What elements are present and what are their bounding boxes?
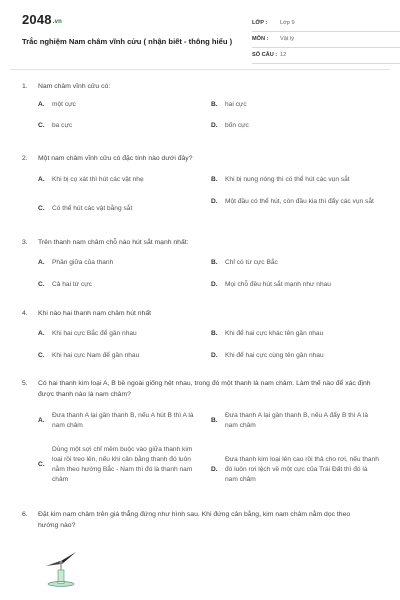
meta-label: SỐ CÂU : xyxy=(252,52,278,58)
question-stem: Khi nào hai thanh nam châm hút nhất xyxy=(38,310,151,317)
question-text xyxy=(22,509,382,531)
option-b[interactable] xyxy=(211,329,381,339)
option-text: Có thể hút các vật bằng sắt xyxy=(52,205,133,212)
site-logo[interactable] xyxy=(22,12,62,27)
option-letter: B. xyxy=(211,417,218,424)
option-letter: B. xyxy=(211,330,218,337)
question-number: 6. xyxy=(22,511,28,518)
option-c[interactable] xyxy=(38,204,208,214)
option-text: Khi bị cọ xát thì hút các vật nhẹ xyxy=(52,176,144,183)
option-text: bốn cực xyxy=(225,122,249,129)
question-number: 1. xyxy=(22,83,28,90)
option-text: Cả hai từ cực xyxy=(52,281,92,288)
meta-label: LỚP : xyxy=(252,20,268,26)
question-stem: Một nam châm vĩnh cửu có đặc tính nào dưới đây? xyxy=(38,155,193,162)
question-stem: Nam châm vĩnh cửu có: xyxy=(38,83,111,90)
option-a[interactable] xyxy=(38,175,208,185)
option-a[interactable] xyxy=(38,411,208,431)
option-a[interactable] xyxy=(38,100,208,110)
question-text xyxy=(22,153,382,164)
logo-suffix: .vn xyxy=(52,19,63,25)
option-text: Đưa thanh A lại gần thanh B, nếu A hút B thì A là nam châm xyxy=(52,412,194,429)
option-text: Khi bị nung nóng thì có thể hút các vụn sắt xyxy=(225,176,350,183)
question-1 xyxy=(22,81,382,134)
option-text: Khi hai cực Nam để gần nhau xyxy=(52,352,140,359)
option-text: Khi để hai cực cùng tên gần nhau xyxy=(225,352,324,359)
meta-row-subject xyxy=(252,32,400,48)
option-letter: D. xyxy=(211,198,218,205)
compass-needle-on-stand-icon xyxy=(38,544,94,590)
option-a[interactable] xyxy=(38,329,208,339)
option-letter: D. xyxy=(211,281,218,288)
option-letter: A. xyxy=(38,330,45,337)
option-text: một cực xyxy=(52,101,76,108)
option-text: ba cực xyxy=(52,122,73,129)
question-text xyxy=(22,237,382,248)
page-title: Trắc nghiệm Nam châm vĩnh cửu ( nhận biết - thông hiểu ) xyxy=(22,37,233,46)
option-letter: A. xyxy=(38,417,45,424)
option-letter: B. xyxy=(211,259,218,266)
option-letter: B. xyxy=(211,176,218,183)
option-text: Đưa thanh A lại gần thanh B, nếu A đẩy B thì A là nam châm xyxy=(225,412,368,429)
option-d[interactable] xyxy=(211,197,381,207)
question-stem: Có hai thanh kim loại A, B bề ngoài giống hệt nhau, trong đó một thanh là nam châm. Làm thế nào để xác định được thanh nào là nam châm? xyxy=(38,380,371,398)
option-a[interactable] xyxy=(38,258,208,268)
option-text: Mọi chỗ đều hút sắt mạnh như nhau xyxy=(225,281,331,288)
option-c[interactable] xyxy=(38,351,208,361)
option-d[interactable] xyxy=(211,121,381,131)
option-text: Khi hai cực Bắc để gần nhau xyxy=(52,330,137,337)
meta-table xyxy=(252,16,400,64)
option-d[interactable] xyxy=(211,280,381,290)
question-number: 3. xyxy=(22,239,28,246)
question-2 xyxy=(22,153,382,220)
meta-value: Vật lý xyxy=(280,36,294,42)
question-4 xyxy=(22,308,382,365)
option-c[interactable] xyxy=(38,280,208,290)
option-b[interactable] xyxy=(211,258,381,268)
option-letter: C. xyxy=(38,122,45,129)
option-b[interactable] xyxy=(211,175,381,185)
question-text xyxy=(22,81,382,92)
option-letter: A. xyxy=(38,101,45,108)
question-number: 5. xyxy=(22,380,28,387)
option-text: Chỉ có từ cực Bắc xyxy=(225,259,278,266)
question-text xyxy=(22,378,382,400)
option-c[interactable] xyxy=(38,121,208,131)
meta-value: 12 xyxy=(280,52,287,58)
header-divider xyxy=(10,69,390,70)
option-text: hai cực xyxy=(225,101,247,108)
option-text: Dùng một sợi chỉ mềm buộc vào giữa thanh kim loại rồi treo lên, nếu khi cân bằng thanh đó luôn nằm theo hướng Bắc - Nam thì đó là thanh nam châm xyxy=(52,446,193,483)
option-letter: A. xyxy=(38,259,45,266)
option-d[interactable] xyxy=(211,351,381,361)
question-number: 4. xyxy=(22,310,28,317)
question-text xyxy=(22,308,382,319)
meta-row-class xyxy=(252,16,400,32)
meta-value: Lớp 9 xyxy=(280,20,295,26)
option-letter: D. xyxy=(211,466,218,473)
option-letter: C. xyxy=(38,281,45,288)
question-5 xyxy=(22,378,382,496)
meta-row-count xyxy=(252,48,400,64)
question-6 xyxy=(22,509,382,531)
option-d[interactable] xyxy=(211,455,381,485)
option-letter: C. xyxy=(38,461,45,468)
option-letter: D. xyxy=(211,352,218,359)
question-stem: Đặt kim nam châm trên giá thẳng đứng như hình sau. Khi đứng cân bằng, kim nam châm nằm dọc theo hướng nào? xyxy=(38,511,351,529)
option-c[interactable] xyxy=(38,445,208,485)
logo-text: 2048 xyxy=(22,12,52,27)
option-b[interactable] xyxy=(211,411,381,431)
page-header xyxy=(22,8,382,64)
option-letter: B. xyxy=(211,101,218,108)
option-text: Khi để hai cực khác tên gần nhau xyxy=(225,330,324,337)
option-letter: D. xyxy=(211,122,218,129)
option-letter: C. xyxy=(38,205,45,212)
option-text: Phần giữa của thanh xyxy=(52,259,114,266)
question-stem: Trên thanh nam châm chỗ nào hút sắt mạnh nhất: xyxy=(38,239,189,246)
option-letter: C. xyxy=(38,352,45,359)
option-letter: A. xyxy=(38,176,45,183)
meta-label: MÔN : xyxy=(252,36,269,42)
question-number: 2. xyxy=(22,155,28,162)
option-b[interactable] xyxy=(211,100,381,110)
option-text: Một đầu có thể hút, còn đầu kia thì đẩy các vụn sắt xyxy=(225,198,374,205)
option-text: Đưa thanh kim loại lên cao rồi thả cho rơi, nếu thanh đó luôn rơi lệch về một cực của Trái Đất thì đó là nam châm xyxy=(225,456,379,483)
question-3 xyxy=(22,237,382,294)
